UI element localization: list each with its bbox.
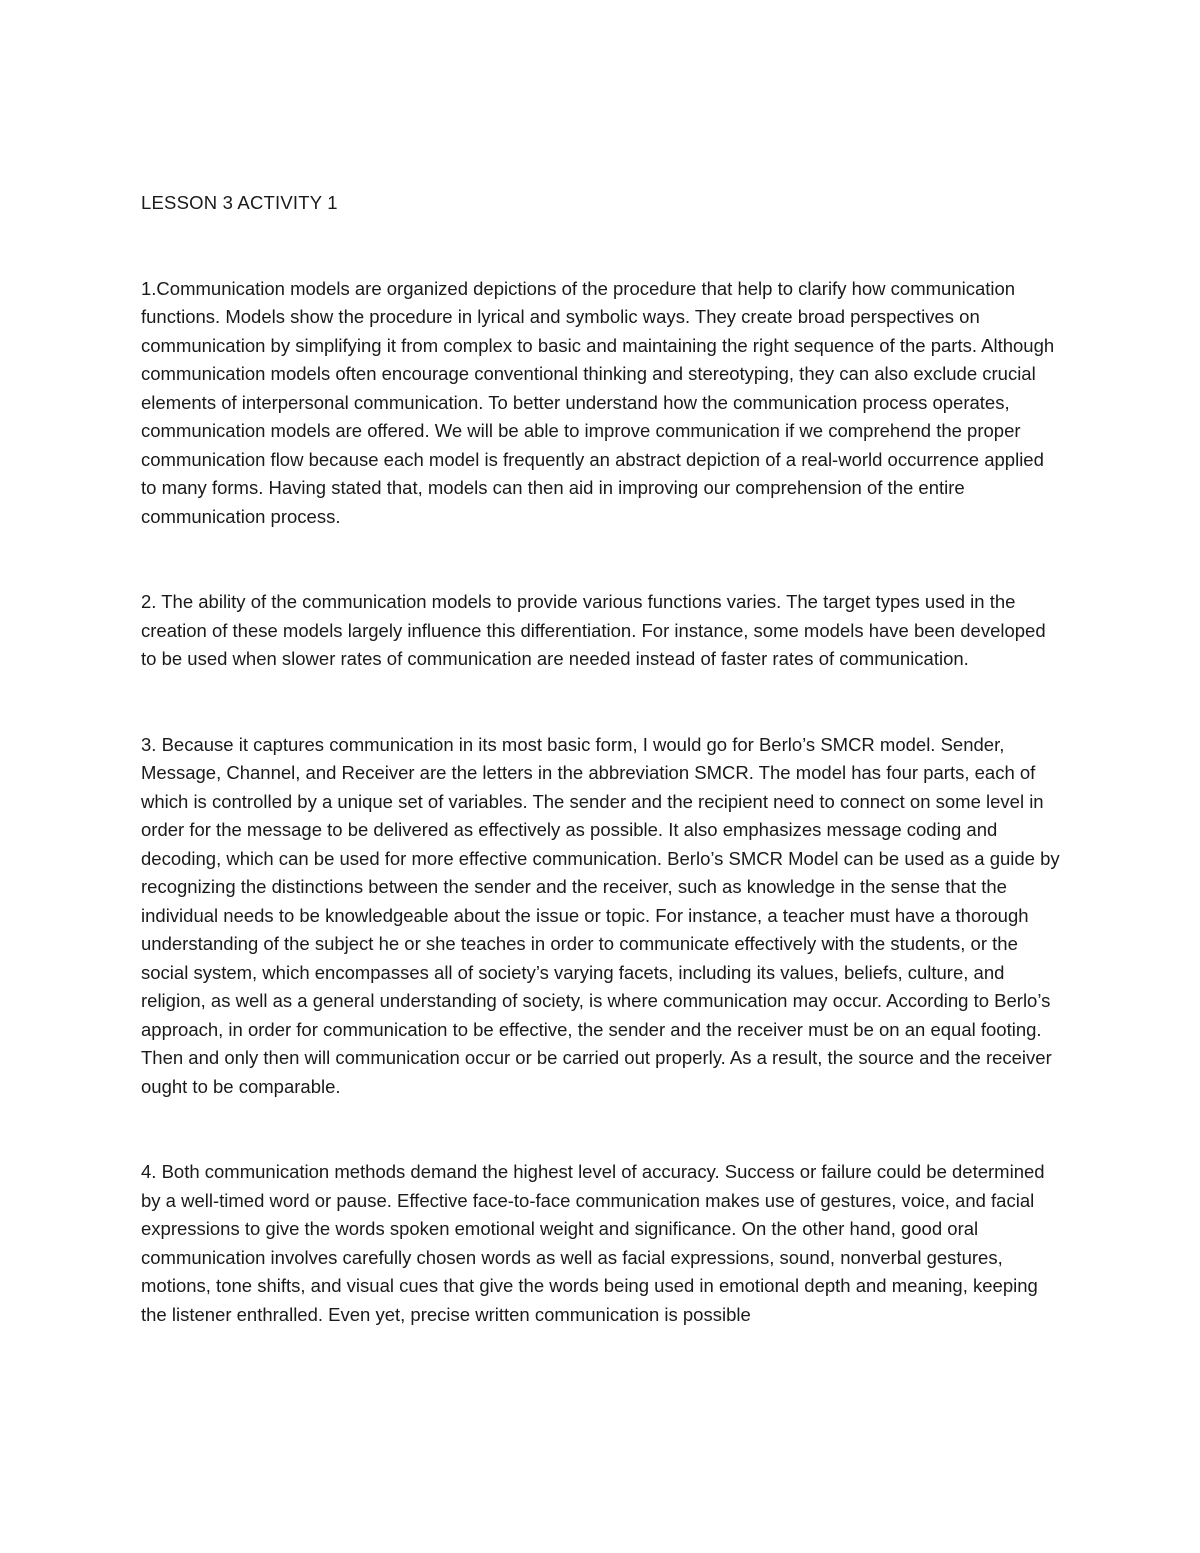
answer-paragraph-2: 2. The ability of the communication models to provide various functions varies. The target types used in the creation of these models largely influence this differentiation. For instance, some models have been developed to be used when slower rates of communication are needed instead of faster rates of communication.: [141, 591, 1046, 669]
answer-paragraph-1: 1.Communication models are organized depictions of the procedure that help to clarify how communication functions. Models show the procedure in lyrical and symbolic ways. They create broad perspectives on communication by simplifying it from complex to basic and maintaining the right sequence of the parts. Although communication models often encourage conventional thinking and stereotyping, they can also exclude crucial elements of interpersonal communication. To better understand how the communication process operates, communication models are offered. We will be able to improve communication if we comprehend the proper communication flow because each model is frequently an abstract depiction of a real-world occurrence applied to many forms. Having stated that, models can then aid in improving our comprehension of the entire communication process.: [141, 277, 1055, 527]
document-body: [141, 189, 1063, 1329]
document-title: LESSON 3 ACTIVITY 1: [141, 192, 338, 213]
answer-paragraph-3: 3. Because it captures communication in its most basic form, I would go for Berlo’s SMCR model. Sender, Message, Channel, and Receiver are the letters in the abbreviation SMCR. The model has four parts, each of which is controlled by a unique set of variables. The sender and the recipient need to connect on some level in order for the message to be delivered as effectively as possible. It also emphasizes message coding and decoding, which can be used for more effective communication. Berlo’s SMCR Model can be used as a guide by recognizing the distinctions between the sender and the receiver, such as knowledge in the sense that the individual needs to be knowledgeable about the issue or topic. For instance, a teacher must have a thorough understanding of the subject he or she teaches in order to communicate effectively with the students, or the social system, which encompasses all of society’s varying facets, including its values, beliefs, culture, and religion, as well as a general understanding of society, is where communication may occur. According to Berlo’s approach, in order for communication to be effective, the sender and the receiver must be on an equal footing. Then and only then will communication occur or be carried out properly. As a result, the source and the receiver ought to be comparable.: [141, 733, 1060, 1097]
answer-paragraph-4: 4. Both communication methods demand the highest level of accuracy. Success or failure could be determined by a well-timed word or pause. Effective face-to-face communication makes use of gestures, voice, and facial expressions to give the words spoken emotional weight and significance. On the other hand, good oral communication involves carefully chosen words as well as facial expressions, sound, nonverbal gestures, motions, tone shifts, and visual cues that give the words being used in emotional depth and meaning, keeping the listener enthralled. Even yet, precise written communication is possible: [141, 1161, 1045, 1325]
